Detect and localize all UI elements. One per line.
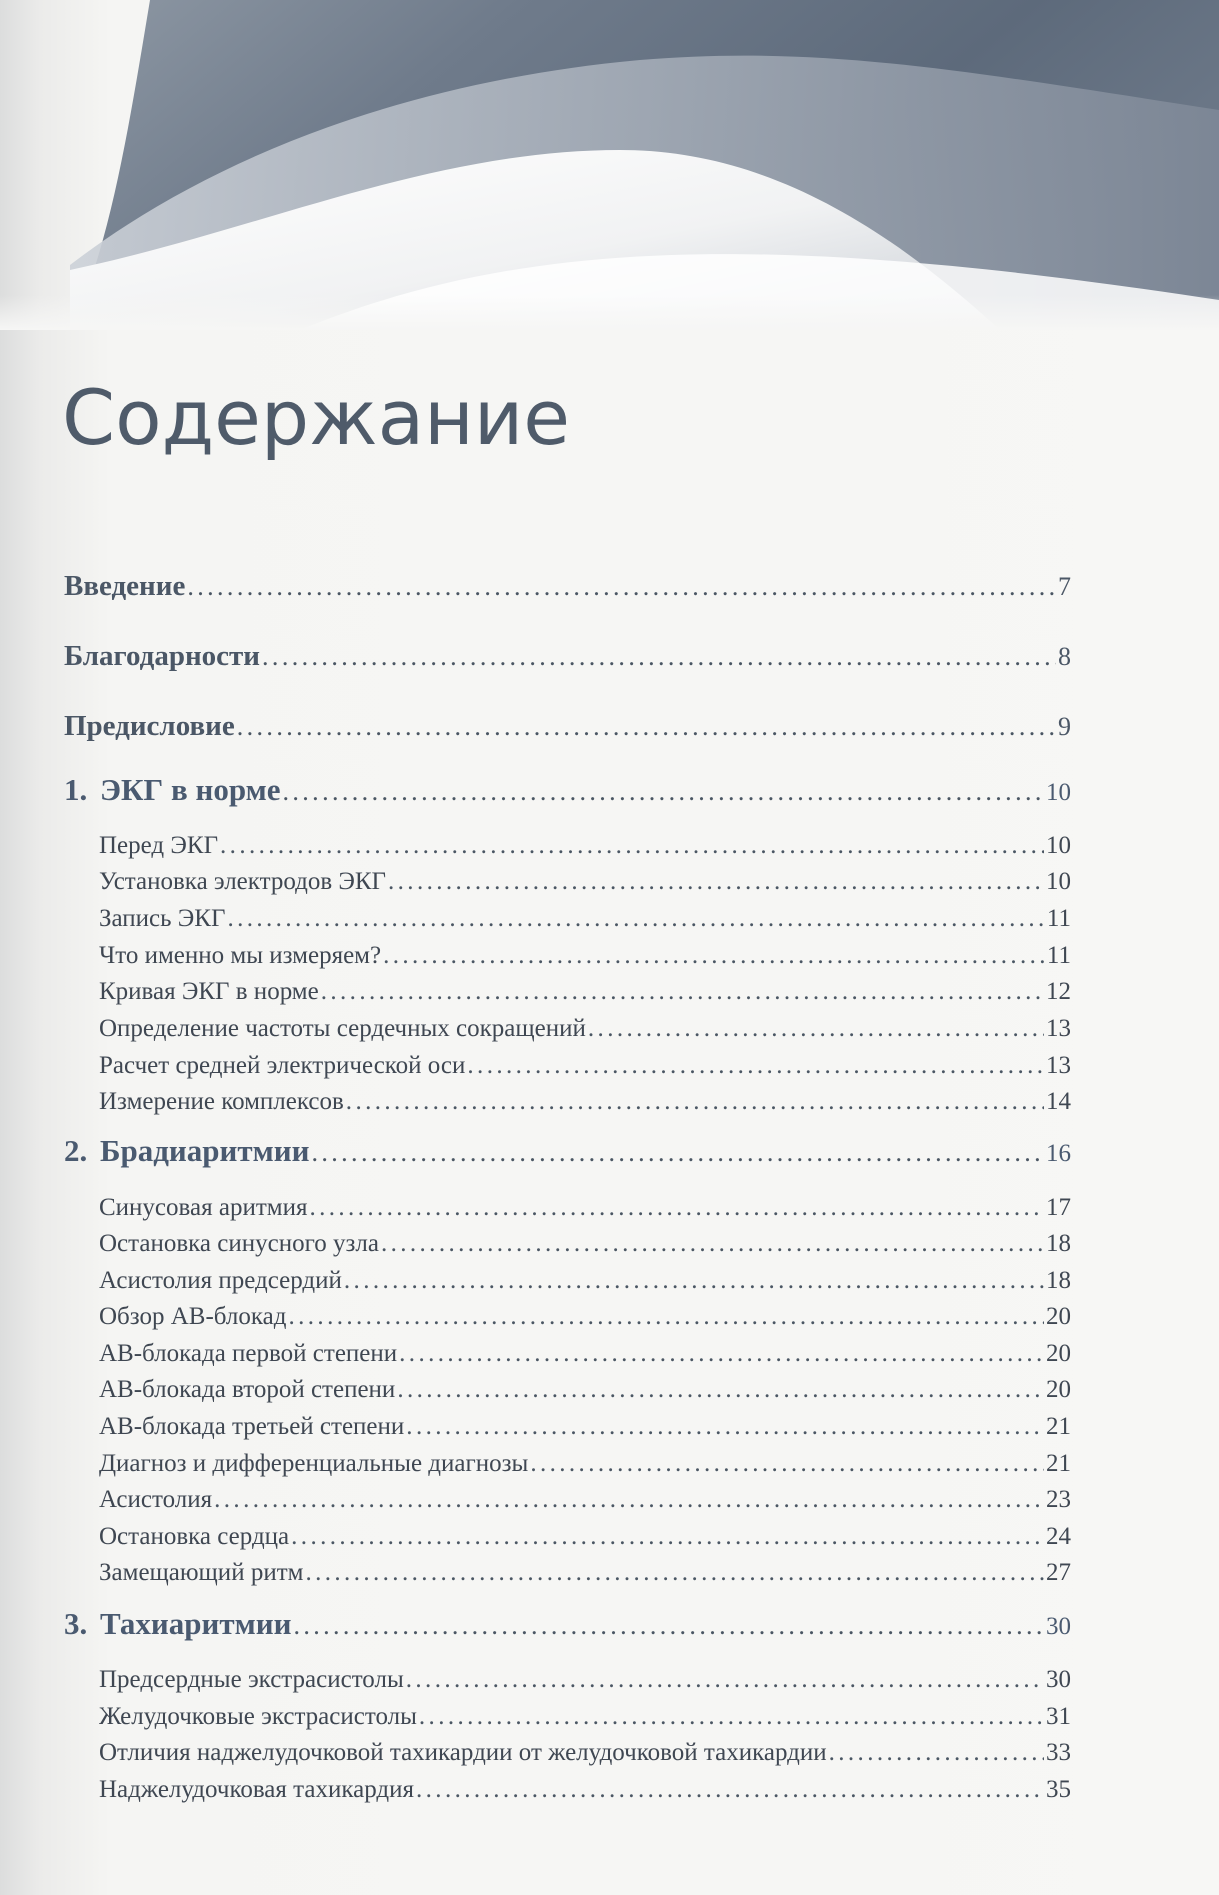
toc-entry-title: Кривая ЭКГ в норме: [99, 978, 319, 1005]
chapter-number: 3.: [64, 1606, 88, 1641]
dot-leader: [416, 1776, 1044, 1804]
chapter-number: 2.: [64, 1133, 88, 1168]
dot-leader: [383, 942, 1045, 970]
dot-leader: [530, 1450, 1044, 1478]
toc-page-number: 16: [1046, 1140, 1071, 1167]
toc-page-number: 30: [1046, 1613, 1071, 1640]
toc-page-number: 20: [1046, 1303, 1071, 1330]
toc-page-number: 18: [1046, 1267, 1071, 1294]
toc-chapter: [64, 772, 1071, 808]
toc-entry: [64, 570, 1071, 603]
toc-page-number: 33: [1046, 1739, 1071, 1766]
toc-subentry: [99, 1450, 1071, 1478]
toc-entry-title: Расчет средней электрической оси: [99, 1052, 466, 1079]
dot-leader: [309, 1194, 1044, 1222]
toc-page-number: 35: [1046, 1776, 1071, 1803]
dot-leader: [220, 832, 1044, 860]
toc-subentry: [99, 1194, 1071, 1222]
dot-leader: [237, 712, 1056, 742]
toc-subentry: [99, 1739, 1071, 1767]
toc-subentry: [99, 942, 1071, 970]
toc-entry-title: Наджелудочковая тахикардия: [99, 1776, 414, 1803]
dot-leader: [321, 978, 1044, 1006]
toc-entry-title: Введение: [64, 570, 186, 602]
dot-leader: [288, 1303, 1044, 1331]
toc-entry: [64, 640, 1071, 673]
toc-subentry: [99, 1267, 1071, 1295]
toc-entry: [64, 710, 1071, 743]
dot-leader: [282, 777, 1044, 807]
toc-page-number: 10: [1046, 779, 1071, 806]
toc-entry-title: Запись ЭКГ: [99, 905, 226, 932]
toc-page-number: 7: [1058, 572, 1071, 601]
toc-subentry: [99, 1703, 1071, 1731]
toc-page-number: 9: [1058, 712, 1071, 741]
toc-page-number: 12: [1046, 978, 1071, 1005]
dot-leader: [829, 1739, 1044, 1767]
toc-entry-title: Предсердные экстрасистолы: [99, 1666, 404, 1693]
toc-entry-title: АВ-блокада третьей степени: [99, 1413, 405, 1440]
dot-leader: [406, 1666, 1044, 1694]
toc-page-number: 11: [1046, 905, 1071, 932]
chapter-title: ЭКГ в норме: [100, 772, 281, 807]
chapter-title: Тахиаритмии: [100, 1606, 292, 1641]
dot-leader: [214, 1486, 1044, 1514]
toc-page-number: 20: [1046, 1340, 1071, 1367]
toc-entry-title: Асистолия: [99, 1486, 213, 1513]
dot-leader: [388, 868, 1044, 896]
dot-leader: [381, 1230, 1044, 1258]
toc-entry-title: Обзор АВ-блокад: [99, 1303, 287, 1330]
toc-subentry: [99, 978, 1071, 1006]
page-title: Содержание: [62, 373, 570, 462]
toc-entry-title: Синусовая аритмия: [99, 1194, 308, 1221]
dot-leader: [419, 1703, 1044, 1731]
toc-entry-title: Остановка сердца: [99, 1523, 290, 1550]
dot-leader: [399, 1340, 1044, 1368]
toc-page-number: 23: [1046, 1486, 1071, 1513]
toc-entry-title: Что именно мы измеряем?: [99, 942, 382, 969]
toc-page-number: 18: [1046, 1230, 1071, 1257]
toc-entry-title: Желудочковые экстрасистолы: [99, 1703, 417, 1730]
toc-entry-title: Остановка синусного узла: [99, 1230, 379, 1257]
toc-entry-title: Замещающий ритм: [99, 1559, 304, 1586]
toc-page-number: 10: [1046, 832, 1071, 859]
chapter-number: 1.: [64, 772, 88, 807]
dot-leader: [262, 642, 1056, 672]
toc-entry-title: Предисловие: [64, 710, 235, 742]
toc-page-number: 8: [1058, 642, 1071, 671]
dot-leader: [467, 1052, 1044, 1080]
toc-entry-title: Установка электродов ЭКГ: [99, 868, 386, 895]
toc-entry-title: АВ-блокада первой степени: [99, 1340, 398, 1367]
toc-entry-title: Благодарности: [64, 640, 261, 672]
toc-subentry: [99, 868, 1071, 896]
toc-subentry: [99, 1230, 1071, 1258]
toc-subentry: [99, 1666, 1071, 1694]
toc-page-number: 31: [1046, 1703, 1071, 1730]
toc-chapter: [64, 1133, 1071, 1169]
toc-subentry: [99, 905, 1071, 933]
dot-leader: [406, 1413, 1044, 1441]
toc-subentry: [99, 1776, 1071, 1804]
toc-subentry: [99, 1523, 1071, 1551]
toc-subentry: [99, 832, 1071, 860]
dot-leader: [346, 1088, 1044, 1116]
toc-subentry: [99, 1413, 1071, 1441]
dot-leader: [311, 1138, 1044, 1168]
toc-entry-title: Определение частоты сердечных сокращений: [99, 1015, 586, 1042]
toc-entry-title: АВ-блокада второй степени: [99, 1376, 396, 1403]
dot-leader: [305, 1559, 1044, 1587]
chapter-title: Брадиаритмии: [100, 1133, 310, 1168]
toc-entry-title: Отличия наджелудочковой тахикардии от желудочковой тахикардии: [99, 1739, 827, 1766]
decorative-banner: [0, 0, 1219, 330]
toc-entry-title: Диагноз и дифференциальные диагнозы: [99, 1450, 529, 1477]
toc-entry-title: Асистолия предсердий: [99, 1267, 342, 1294]
toc-page-number: 24: [1046, 1523, 1071, 1550]
toc-page-number: 13: [1046, 1015, 1071, 1042]
toc-subentry: [99, 1303, 1071, 1331]
toc-subentry: [99, 1088, 1071, 1116]
dot-leader: [397, 1376, 1044, 1404]
toc-page-number: 11: [1046, 942, 1071, 969]
toc-page-number: 13: [1046, 1052, 1071, 1079]
toc-subentry: [99, 1376, 1071, 1404]
toc-page-number: 17: [1046, 1194, 1071, 1221]
toc-page-number: 27: [1046, 1559, 1071, 1586]
dot-leader: [187, 572, 1056, 602]
toc-subentry: [99, 1559, 1071, 1587]
toc-page-number: 30: [1046, 1666, 1071, 1693]
toc-page-number: 10: [1046, 868, 1071, 895]
toc-page-number: 20: [1046, 1376, 1071, 1403]
toc-subentry: [99, 1015, 1071, 1043]
toc-subentry: [99, 1486, 1071, 1514]
toc-page-number: 21: [1046, 1450, 1071, 1477]
toc-entry-title: Перед ЭКГ: [99, 832, 219, 859]
dot-leader: [227, 905, 1044, 933]
dot-leader: [291, 1523, 1044, 1551]
toc-page-number: 14: [1046, 1088, 1071, 1115]
dot-leader: [588, 1015, 1044, 1043]
toc-entry-title: Измерение комплексов: [99, 1088, 344, 1115]
toc-subentry: [99, 1052, 1071, 1080]
toc-chapter: [64, 1606, 1071, 1642]
toc-subentry: [99, 1340, 1071, 1368]
toc-page-number: 21: [1046, 1413, 1071, 1440]
dot-leader: [344, 1267, 1044, 1295]
dot-leader: [293, 1611, 1044, 1641]
